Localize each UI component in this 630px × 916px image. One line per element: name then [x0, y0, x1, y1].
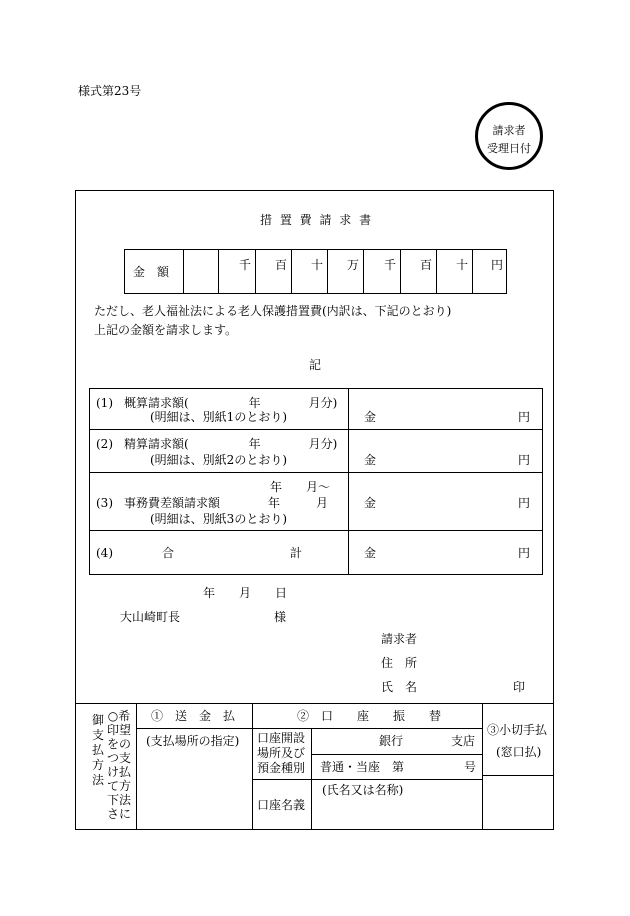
amount-cell: [218, 250, 255, 293]
amount-cell: [327, 250, 363, 293]
kin-label: 金: [364, 546, 377, 560]
amount-cell: [436, 250, 472, 293]
claimant-name-label: 氏 名: [381, 680, 418, 694]
note-char: け払: [106, 765, 131, 779]
unit-label: 百: [419, 258, 432, 272]
side-char: 御: [91, 713, 104, 727]
stamp-line-2: 受理日付: [487, 142, 531, 155]
row-number: (2): [96, 437, 113, 451]
amount-cell: [400, 250, 436, 293]
note-char: さに: [106, 807, 131, 821]
unit-label: 十: [455, 258, 468, 272]
unit-label: 千: [238, 258, 251, 272]
label-line: 口座開設: [257, 731, 306, 745]
amount-cell: [363, 250, 400, 293]
unit-label: 円: [490, 258, 503, 272]
request-text: 上記の金額を請求します。: [94, 323, 238, 337]
amount-box: [124, 249, 507, 294]
account-transfer-heading: ② 口 座 振 替: [297, 709, 442, 723]
unit-label: 千: [383, 258, 396, 272]
row-label: 概算請求額( 年 月分): [124, 396, 338, 410]
amount-label: 金 額: [133, 265, 170, 279]
amount-cell: [472, 250, 507, 293]
seal-mark: 印: [513, 680, 526, 694]
receipt-date-stamp: [475, 102, 543, 170]
row-number: (3): [96, 496, 113, 510]
account-number-suffix: 号: [464, 760, 477, 774]
unit-label: 百: [274, 258, 287, 272]
label-line: 場所及び: [257, 746, 306, 760]
kin-label: 金: [364, 410, 377, 424]
unit-label: 万: [346, 258, 359, 272]
row-number: (1): [96, 396, 113, 410]
side-char: 払: [91, 743, 104, 757]
proviso-text: ただし、老人福祉法による老人保護措置費(内訳は、下記のとおり): [94, 304, 452, 318]
form-title: 措 置 費 請 求 書: [260, 213, 374, 227]
bank-label: 銀行: [379, 734, 404, 748]
yen-label: 円: [518, 496, 531, 510]
payment-side-label: [91, 713, 105, 788]
check-payment-label: ③小切手払: [487, 723, 548, 737]
payment-location-note: (支払場所の指定): [146, 734, 240, 748]
row-label-top: 年 月～: [270, 480, 331, 494]
side-char: 支: [91, 728, 104, 742]
kin-label: 金: [364, 453, 377, 467]
label-line: 預金種別: [257, 761, 306, 775]
unit-label: 十: [310, 258, 323, 272]
amount-cell: [291, 250, 327, 293]
note-char: つ支: [106, 751, 131, 765]
row-sub: (明細は、別紙3のとおり): [150, 512, 287, 526]
holder-name-note: (氏名又は名称): [322, 783, 404, 797]
total-label-b: 計: [290, 546, 303, 560]
side-char: 方: [91, 758, 104, 772]
date-line: 年 月 日: [203, 586, 288, 600]
kin-label: 金: [364, 496, 377, 510]
remittance-heading: ① 送 金 払: [151, 709, 236, 723]
ki-heading: 記: [309, 358, 322, 372]
detail-table: [89, 388, 543, 575]
total-label-a: 合: [162, 546, 175, 560]
sama-label: 様: [274, 610, 287, 624]
account-location-label: [257, 731, 305, 776]
yen-label: 円: [518, 453, 531, 467]
addressee: 大山崎町長: [120, 610, 181, 624]
row-label: 精算請求額( 年 月分): [124, 437, 338, 451]
note-char: ○希: [107, 709, 131, 723]
claimant-title: 請求者: [381, 632, 418, 646]
amount-cell: [255, 250, 291, 293]
account-holder-label: 口座名義: [257, 798, 306, 812]
row-label: 事務費差額請求額 年 月: [124, 496, 329, 510]
yen-label: 円: [518, 410, 531, 424]
stamp-line-1: 請求者: [492, 124, 526, 137]
payment-note-label: [105, 709, 133, 821]
row-number: (4): [96, 546, 113, 560]
yen-label: 円: [518, 546, 531, 560]
note-char: て方: [106, 779, 131, 793]
note-char: 下法: [106, 793, 131, 807]
branch-label: 支店: [451, 734, 476, 748]
side-char: 法: [91, 773, 104, 787]
form-number: 様式第23号: [78, 84, 142, 98]
account-type-label: 普通・当座 第: [320, 760, 405, 774]
amount-cell-blank: [183, 250, 218, 293]
row-sub: (明細は、別紙1のとおり): [150, 410, 287, 424]
note-char: 印望: [106, 723, 131, 737]
payment-method-table: [75, 703, 554, 830]
row-sub: (明細は、別紙2のとおり): [150, 453, 287, 467]
claimant-address-label: 住 所: [381, 656, 418, 670]
window-payment-label: (窓口払): [496, 745, 542, 759]
note-char: をの: [106, 737, 131, 751]
